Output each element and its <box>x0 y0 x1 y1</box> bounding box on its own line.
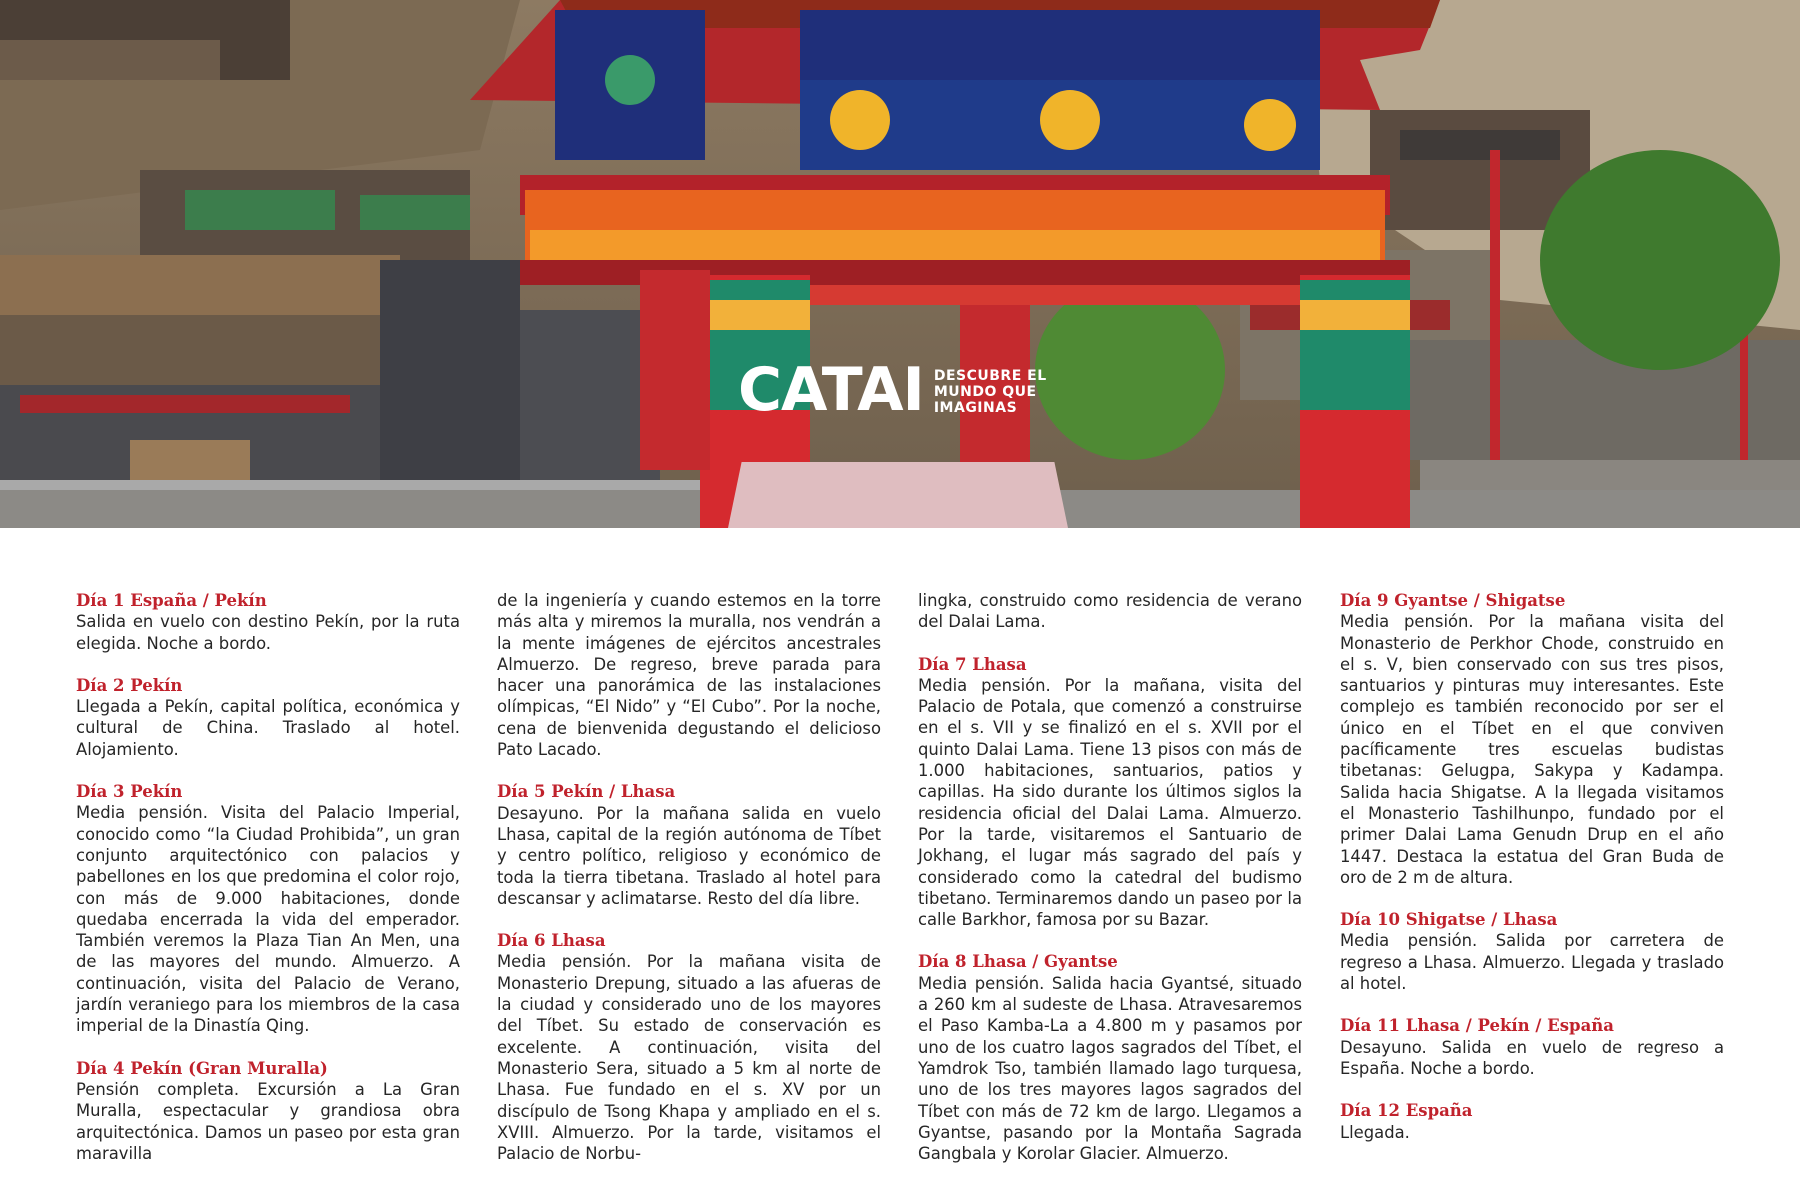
itinerary <box>76 590 1724 1164</box>
day-title: Día 12 España <box>1340 1101 1473 1121</box>
continued-text: lingka, construido como residencia de verano del Dalai Lama. <box>918 591 1302 632</box>
day-text: Desayuno. Salida en vuelo de regreso a España. Noche a bordo. <box>1340 1037 1724 1078</box>
day-text: Media pensión. Salida hacia Gyantsé, situado a 260 km al sudeste de Lhasa. Atravesaremos el Paso Kamba-La a 4.800 m y pasamos por uno de los cuatro lagos sagrados del Tíbet, el Yamdrok Tso, también llamado lago turquesa, uno de los tres mayores lagos sagrados del Tíbet con más de 72 km de largo. Llegamos a Gyantse, pasando por la Montaña Sagrada Gangbala y Korolar Glacier. Almuerzo. <box>918 973 1302 1164</box>
tibetan-gate-illustration <box>0 0 1800 528</box>
day-text: Media pensión. Por la mañana visita de Monasterio Drepung, situado a las afueras de la ciudad y considerado uno de los mayores del Tíbet. Su estado de conservación es excelente. A continuación, visita del Monasterio Sera, situado a 5 km al norte de Lhasa. Fue fundado en el s. XV por un discípulo de Tsong Khapa y ampliado en el s. XVIII. Almuerzo. Por la tarde, visitamos el Palacio de Norbu- <box>497 952 881 1164</box>
day-title: Día 4 Pekín (Gran Muralla) <box>76 1058 328 1078</box>
day-text: Media pensión. Por la mañana visita del Monasterio de Perkhor Chode, construido en el s. V, bien conservado con sus tres pisos, santuarios y pinturas muy interesantes. Este complejo es también reconocido por ser el único en el Tíbet en el que conviven pacíficamente tres escuelas budistas tibetanas: Gelugpa, Sakypa y Kadampa. Salida hacia Shigatse. A la llegada visitamos el Monasterio Tashilhunpo, fundado por el primer Dalai Lama Genudn Drup en el año 1447. Destaca la estatua del Gran Buda de oro de 2 m de altura. <box>1340 612 1724 887</box>
day-title: Día 7 Lhasa <box>918 654 1027 674</box>
day-title: Día 9 Gyantse / Shigatse <box>1340 591 1566 610</box>
itinerary-column-2 <box>497 590 881 1185</box>
itinerary-column-3 <box>918 590 1302 1185</box>
day-title: Día 8 Lhasa / Gyantse <box>918 952 1118 972</box>
day-8 <box>918 951 1302 1164</box>
day-text: Media pensión. Visita del Palacio Imperial, conocido como “la Ciudad Prohibida”, un gran conjunto arquitectónico con palacios y pabellones en los que predomina el color rojo, con más de 9.000 habitaciones, donde quedaba encerrada la vida del emperador. También veremos la Plaza Tian An Men, una de las mayores del mundo. Almuerzo. A continuación, visita del Palacio de Verano, jardín veraniego para los miembros de la casa imperial de la Dinastía Qing. <box>76 803 460 1036</box>
day-text: Llegada a Pekín, capital política, económica y cultural de China. Traslado al hotel. Alojamiento. <box>76 697 460 759</box>
day-10 <box>1340 909 1724 994</box>
catai-logo <box>738 355 1064 425</box>
day-11 <box>1340 1015 1724 1079</box>
itinerary-column-4 <box>1340 590 1724 1164</box>
day-3 <box>76 781 460 1037</box>
day-title: Día 6 Lhasa <box>497 931 606 951</box>
day-title: Día 3 Pekín <box>76 782 183 802</box>
page-tab <box>728 462 1068 528</box>
logo-tagline: DESCUBRE EL MUNDO QUE IMAGINAS <box>933 368 1047 416</box>
day-text: Media pensión. Por la mañana, visita del Palacio de Potala, que comenzó a construirse en el s. VII y se finalizó en el s. XVII por el quinto Dalai Lama. Tiene 13 pisos con más de 1.000 habitaciones, santuarios, patios y capillas. Ha sido durante los últimos siglos la residencia oficial del Dalai Lama. Almuerzo. Por la tarde, visitaremos el Santuario de Jokhang, el lugar más sagrado del país y considerado como la catedral del budismo tibetano. Terminaremos dando un paseo por la calle Barkhor, famosa por su Bazar. <box>918 675 1302 930</box>
day-6 <box>497 930 881 1164</box>
hero-photo <box>0 0 1800 528</box>
day-7 <box>918 654 1302 931</box>
day-1 <box>76 590 460 654</box>
day-title: Día 1 España / Pekín <box>76 591 267 610</box>
day-title: Día 2 Pekín <box>76 675 183 695</box>
day-text: Media pensión. Salida por carretera de regreso a Lhasa. Almuerzo. Llegada y traslado al hotel. <box>1340 931 1724 994</box>
day-text: Llegada. <box>1340 1122 1410 1142</box>
day-text: Desayuno. Por la mañana salida en vuelo Lhasa, capital de la región autónoma de Tíbet y centro político, religioso y económico de toda la tierra tibetana. Traslado al hotel para descansar y aclimatarse. Resto del día libre. <box>497 803 881 908</box>
itinerary-column-1 <box>76 590 460 1185</box>
day-text: Pensión completa. Excursión a La Gran Muralla, espectacular y grandiosa obra arquitectónica. Damos un paseo por esta gran maravilla <box>76 1079 460 1163</box>
day-title: Día 5 Pekín / Lhasa <box>497 782 676 802</box>
day-text: Salida en vuelo con destino Pekín, por la ruta elegida. Noche a bordo. <box>76 612 460 653</box>
day-title: Día 10 Shigatse / Lhasa <box>1340 910 1558 930</box>
day-12 <box>1340 1100 1724 1143</box>
day-9 <box>1340 590 1724 888</box>
day-2 <box>76 675 460 760</box>
day-5 <box>497 781 881 909</box>
day-title: Día 11 Lhasa / Pekín / España <box>1340 1016 1614 1036</box>
day-4 <box>76 1058 460 1164</box>
logo-wordmark: CATAI <box>738 355 924 425</box>
continued-text: de la ingeniería y cuando estemos en la torre más alta y miremos la muralla, nos vendrán a la mente imágenes de ejércitos ancestrales Almuerzo. De regreso, breve parada para hacer una panorámica de las instalaciones olímpicas, “El Nido” y “El Cubo”. Por la noche, cena de bienvenida degustando el delicioso Pato Lacado. <box>497 591 881 760</box>
